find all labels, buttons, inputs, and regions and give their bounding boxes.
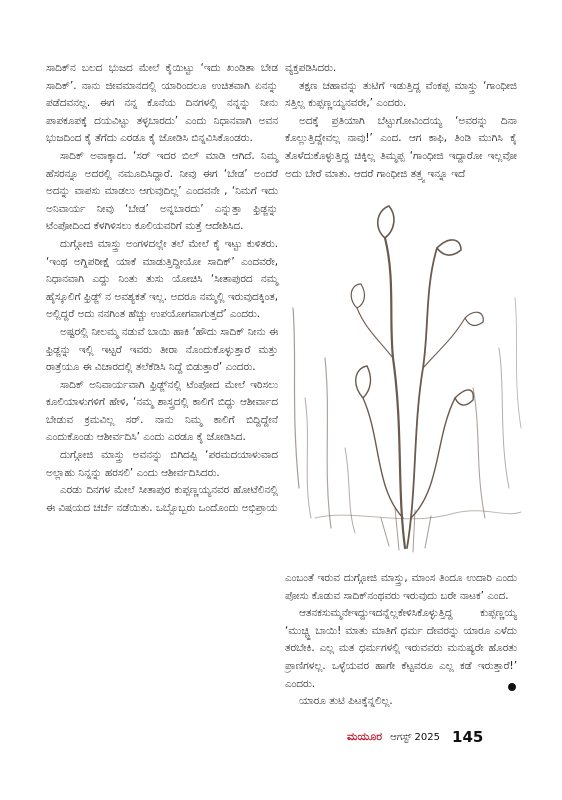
- paragraph: ಸಾದಿಕ್‌ನ ಬಲದ ಭುಜದ ಮೇಲೆ ಕೈಯಿಟ್ಟು ‘ಇದು ಖಂಡಿತಾ ಬೇಡ ಸಾದಿಕ್’. ನಾನು ಜೀವಮಾನದಲ್ಲಿ ಯಾರಿಂದಲೂ ಉಚಿತವಾಗಿ ಏನನ್ನು ಪಡೆದವನಲ್ಲ. ಈಗ ನನ್ನ ಕೊನೆಯ ದಿನಗಳಲ್ಲಿ ನನ್ನನ್ನು ನೀನು ಪಾಪಕೂಪಕ್ಕೆ ದಯವಿಟ್ಟು ತಳ್ಳಬಾರದು’ ಎಂದು ನಿಧಾನವಾಗಿ ಅವನ ಭುಜದಿಂದ ಕೈ ತೆಗೆದು ಎರಡೂ ಕೈ ಜೋಡಿಸಿ ಬಿನ್ನವಿಸಿಕೊಂಡರು.: [46, 62, 278, 145]
- magazine-logo: ಮಯೂರ: [347, 730, 383, 743]
- paragraph: ಎಂಬಂತೆ ಇರುವ ದುಗ್ಗೋಜಿ ಮಾಸ್ತ್ರು, ಮಾಂಸ ತಿಂದೂ ಉದಾರಿ ಎಂದು ಪೋಸು ಕೊಡುವ ಸಾದಿಕ್‌ನಂಥವರು ಇರುವುದು ಬರೇ ನಾಟಕ’ ಎಂದ.: [285, 572, 517, 602]
- end-of-story-bullet: [508, 683, 516, 691]
- left-text-column: [46, 60, 278, 517]
- paragraph: ದುಗ್ಗೋಜಿ ಮಾಸ್ತ್ರು ಅಂಗಳದಲ್ಲೇ ತಲೆ ಮೇಲೆ ಕೈ ಇಟ್ಟು ಕುಳಿತರು. ‘ಇಂಥ ಅಗ್ನಿಪರೀಕ್ಷೆ ಯಾಕೆ ಮಾಡುತ್ತಿದ್ದೀಯೋ ಸಾದಿಕ್’ ಎಂದವರೇ, ನಿಧಾನವಾಗಿ ಎದ್ದು ನಿಂತು ತುಸು ಯೋಚಿಸಿ ‘ಸೀತಾಪುರದ ನಮ್ಮ ಹೈಸ್ಕೂಲಿಗೆ ಫ್ರಿಡ್ಜ್ ನ ಅವಶ್ಯಕತೆ ಇಲ್ಲ. ಅದರೂ ನಮ್ಮಲ್ಲಿ ಇರುವುದಕ್ಕಿಂತ, ಅಲ್ಲಿದ್ದರೆ ಅದು ನನಗಿಂತ ಹೆಚ್ಚು ಉಪಯೋಗವಾಗುತ್ತದೆ’ ಎಂದರು.: [46, 237, 278, 321]
- page-number: 145: [452, 728, 484, 746]
- page-footer: [347, 729, 483, 745]
- paragraph: ತಕ್ಷಣ ಚಹಾವನ್ನು ತುಟಿಗೆ ಇಡುತ್ತಿದ್ದ ವೆಂಕಪ್ಪ ಮಾಸ್ತ್ರು ‘ಗಾಂಧೀಜಿ ಸತ್ತಿಲ್ಲ ಕುಪ್ಪಣ್ಣಯ್ಯನವರೇ,’ ಎಂದರು.: [285, 79, 517, 110]
- paragraph: ಆತನಕಸುಮ್ಮನೇಇದ್ದುಇದನ್ನೆಲ್ಲಕೇಳಿಸಿಕೊಳ್ಳುತ್ತಿದ್ದ ಕುಪ್ಪಣ್ಣಯ್ಯ ‘ಮುಚ್ಚ್ಹಿ ಬಾಯಿ! ಮಾತು ಮಾತಿಗೆ ಧರ್ಮ ದೇವರನ್ನು ಯಾರೂ ಎಳೆದು ತರಬೇಕಿ. ಎಲ್ಲ ಮತ ಧರ್ಮಗಳಲ್ಲಿ ಇರುವವರು ಮನುಷ್ಯರೇ ಹೊರತು ಪ್ರಾಣಿಗಳಲ್ಲ. ಒಳ್ಳೆಯವರ ಹಾಗೇ ಕೆಟ್ಟವರೂ ಎಲ್ಲ ಕಡೆ ಇರುತ್ತಾರೆ!’ ಎಂದರು.: [285, 607, 517, 690]
- paragraph: ಅದಕ್ಕೆ ಪ್ರತಿಯಾಗಿ ಬೆಟ್ಟುಗೋವಿಂದಯ್ಯ ‘ಅವರನ್ನು ದಿನಾ ಕೊಲ್ಲುತ್ತಿದ್ದೇವಲ್ಲ ನಾವು!’ ಎಂದ. ಆಗ ಕಾಫಿ, ತಿಂಡಿ ಮುಗಿಸಿ ಕೈ ತೊಳೆದುಕೊಳ್ಳುತ್ತಿದ್ದ ಚಿಕ್ಕಿಲ್ಲ ತಿಮ್ಮಪ್ಪ ‘ಗಾಂಧೀಜಿ ಇದ್ದಾರೋ ಇಲ್ಲವೋ ಅದು ಬೇರೆ ಮಾತು. ಆದರೆ ಗಾಂಧೀಜಿ ತತ್ತ್ವ ಇನ್ನೂ ಇದೆ: [285, 114, 517, 180]
- paragraph: ದುಗ್ಗೋಜಿ ಮಾಸ್ತ್ರು ಅವನನ್ನು ಬಿಗಿದಪ್ಪಿ ‘ಪರಮದಯಾಳುವಾದ ಅಲ್ಲಾಹು ನಿನ್ನನ್ನು ಹರಸಲಿ’ ಎಂದು ಆಶೀರ್ವದಿಸಿದರು.: [46, 449, 278, 479]
- paragraph: ಅಷ್ಟರಲ್ಲಿ ನೀಲಮ್ಮ ನಡುವೆ ಬಾಯಿ ಹಾಕಿ ‘ಹೌದು ಸಾದಿಕ್ ನೀನು ಈ ಫ್ರಿಡ್ಜನ್ನು ಇಲ್ಲಿ ಇಟ್ಟರೆ ಇವರು ತೀರಾ ನೊಂದುಕೊಳ್ಳುತ್ತಾರೆ ಮತ್ತು ರಾತ್ರೆಯೂ ಈ ವಿಚಾರದಲ್ಲಿ ತಲೆಕೆಡಿಸಿ ನಿದ್ದೆ ಬಿಡುತ್ತಾರೆ’ ಎಂದರು.: [46, 325, 278, 374]
- right-text-column-bottom: [285, 570, 517, 711]
- paragraph: ಸಾದಿಕ್ ಅನಿವಾರ್ಯವಾಗಿ ಫ್ರಿಡ್ಜ್‌ನಲ್ಲಿ ಟೆಂಪೋದ ಮೇಲೆ ಇರಿಸಲು ಕೂಲಿಯಾಳುಗಳಿಗೆ ಹೇಳಿ, ‘ನಮ್ಮ ಶಾಸ್ತ್ರದಲ್ಲಿ ಕಾಲಿಗೆ ಬಿದ್ದು ಆಶೀರ್ವಾದ ಬೇಡುವ ಕ್ರಮವಿಲ್ಲ ಸರ್. ನಾನು ನಿಮ್ಮ ಕಾಲಿಗೆ ಬಿದ್ದಿದ್ದೇನೆ ಎಂದುಕೊಂಡು ಆಶೀರ್ವದಿಸಿ’ ಎಂದು ಎರಡೂ ಕೈ ಜೋಡಿಸಿದ.: [46, 378, 278, 444]
- paragraph: ಸಾದಿಕ್ ಅವಾಕ್ಕಾದ. ‘ಸರ್ ಇದರ ಬಿಲ್ ಮಾಡಿ ಆಗಿದೆ. ನಿಮ್ಮ ಹೆಸರನ್ನೂ ಅದರಲ್ಲಿ ನಮೂದಿಸಿದ್ದಾರೆ. ನೀವು ಈಗ ‘ಬೇಡ’ ಅಂದರೆ ಅದನ್ನು ವಾಪಸು ಮಾಡಲು ಆಗುವುದಿಲ್ಲ’ ಎಂದವನೇ , ‘ನಿಮಗೆ ಇದು ಅನಿವಾರ್ಯ ನೀವು ‘ಬೇಡ’ ಅನ್ನಬಾರದು’ ಎನ್ನುತ್ತಾ ಫ್ರಿಡ್ಜನ್ನು ಟೆಂಪೋದಿಂದ ಕೆಳಗಿಳಿಸಲು ಕೂಲಿಯವರಿಗೆ ಮತ್ತೆ ಆದೇಶಿಸಿದ.: [46, 149, 278, 233]
- paragraph: ವ್ಯಕ್ತಪಡಿಸಿದರು.: [285, 62, 337, 74]
- right-text-column-top: [285, 60, 517, 183]
- paragraph: ಎರಡು ದಿನಗಳ ಮೇಲೆ ಸೀತಾಪುರ ಕುಪ್ಪಣ್ಣಯ್ಯನವರ ಹೋಟೆಲಿನಲ್ಲಿ ಈ ವಿಷಯದ ಚರ್ಚೆ ನಡೆಯಿತು. ಒಬ್ಬೊಬ್ಬರು ಒಂದೊಂದು ಅಭಿಪ್ರಾಯ: [46, 484, 278, 514]
- plant-sketch-illustration: [285, 188, 525, 562]
- paragraph: ಯಾರೂ ತುಟಿ ಪಿಟಕ್ಕೆನ್ನಲಿಲ್ಲ.: [299, 695, 393, 708]
- issue-date: ಆಗಸ್ಟ್ 2025: [390, 731, 441, 743]
